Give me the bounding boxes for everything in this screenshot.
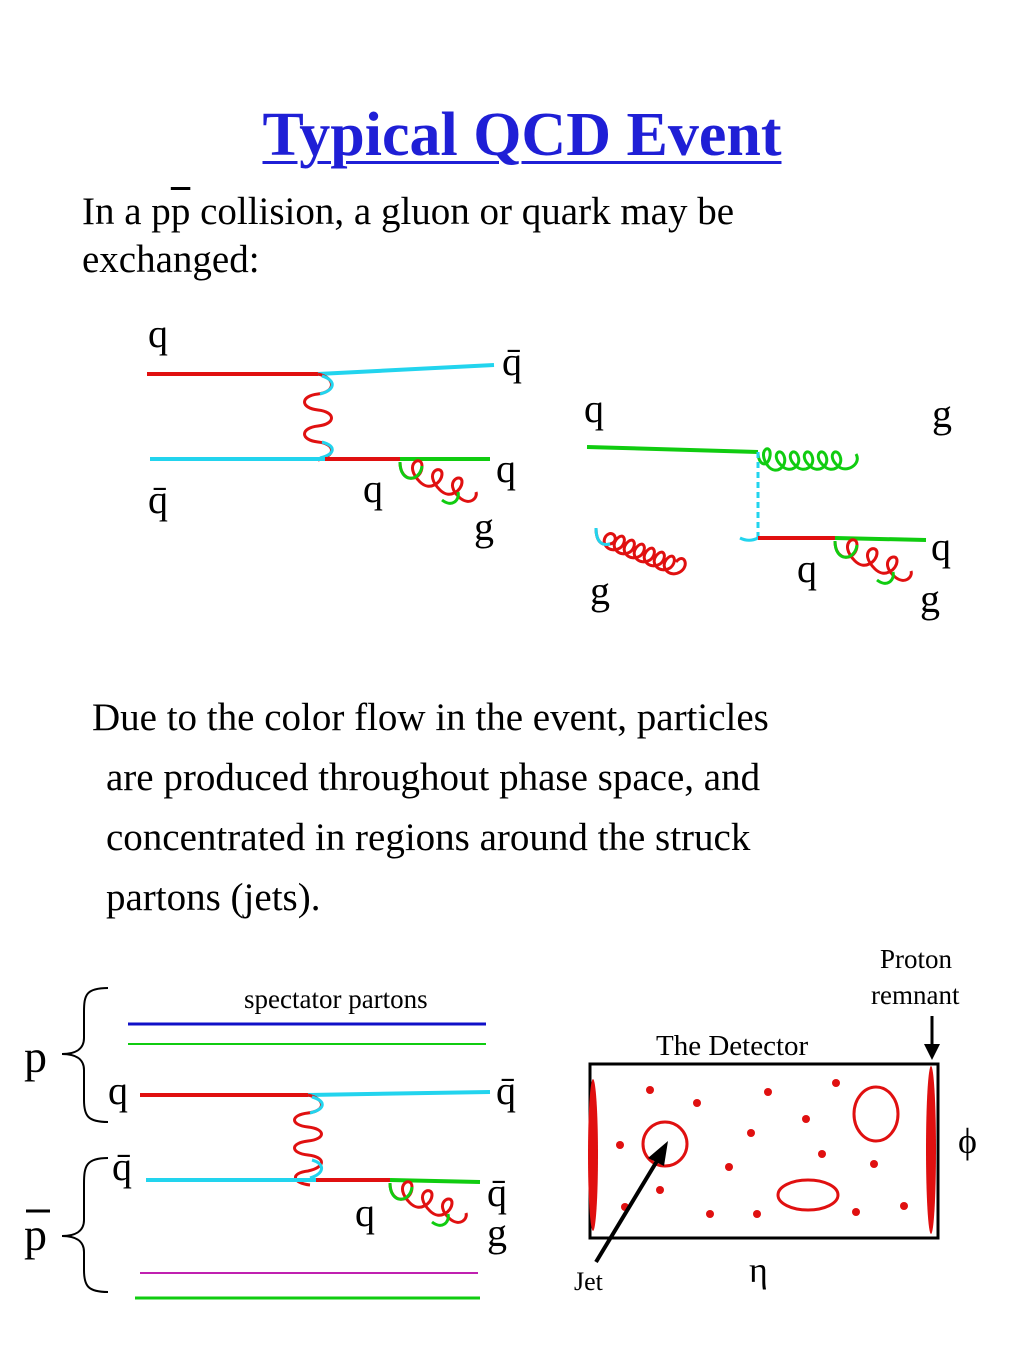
intro-pbar: $\overline{p}$ xyxy=(170,190,191,233)
particle-dot xyxy=(764,1088,772,1096)
paragraph-line-3: concentrated in regions around the struck xyxy=(106,816,751,859)
jet-label: Jet xyxy=(574,1267,603,1296)
eta-label: η xyxy=(749,1250,768,1290)
remnant-arrow-head xyxy=(924,1044,940,1060)
c-label-qbar-out: q̄ xyxy=(496,1068,516,1113)
c-label-q-mid: q xyxy=(355,1190,375,1235)
particle-dot xyxy=(753,1210,761,1218)
particle-dot xyxy=(656,1186,664,1194)
remnant-right-bar xyxy=(926,1066,936,1234)
jet-ellipse-upper-right xyxy=(854,1087,898,1141)
jet-ellipse-bottom xyxy=(778,1180,838,1210)
c-label-g-out: g xyxy=(487,1210,507,1255)
c-label-qbar-out2: q̄ xyxy=(487,1170,507,1215)
intro-before: In a p xyxy=(82,190,171,233)
remnant-label-1: Proton xyxy=(880,944,953,974)
d1-label-q-in: q xyxy=(148,311,168,356)
particle-dot xyxy=(900,1202,908,1210)
label-p: p xyxy=(24,1031,47,1082)
remnant-left-bar xyxy=(588,1079,598,1231)
d2-label-q-mid: q xyxy=(797,546,817,591)
phi-label: ϕ xyxy=(958,1121,977,1161)
intro-line2: exchanged: xyxy=(82,238,260,281)
label-pbar: p xyxy=(24,1209,47,1260)
paragraph-line-1: Due to the color flow in the event, particles xyxy=(92,696,769,739)
particle-dot xyxy=(802,1115,810,1123)
d2-label-g-in: g xyxy=(590,568,610,613)
particle-dot xyxy=(852,1208,860,1216)
d1-label-q-out: q xyxy=(496,446,516,491)
spectator-label: spectator partons xyxy=(244,984,428,1014)
particle-dot xyxy=(725,1163,733,1171)
d2-label-q-out: q xyxy=(931,524,951,569)
c-label-qbar-in: q̄ xyxy=(112,1144,132,1189)
d1-label-qbar-out: q̄ xyxy=(502,339,522,384)
remnant-label-2: remnant xyxy=(871,980,960,1010)
detector-title: The Detector xyxy=(656,1030,809,1062)
particle-dot xyxy=(706,1210,714,1218)
intro-after: collision, a gluon or quark may be xyxy=(190,190,735,233)
particle-dot xyxy=(818,1150,826,1158)
particle-dot xyxy=(616,1141,624,1149)
paragraph-line-2: are produced throughout phase space, and xyxy=(106,756,761,799)
particle-dot xyxy=(870,1160,878,1168)
particle-dot xyxy=(832,1079,840,1087)
particle-dot xyxy=(747,1129,755,1137)
particle-dot xyxy=(693,1099,701,1107)
paragraph-line-4: partons (jets). xyxy=(106,876,321,919)
jet-arrow-shaft xyxy=(596,1156,660,1262)
d2-label-g-out: g xyxy=(920,576,940,621)
page-title: Typical QCD Event xyxy=(262,101,782,169)
particle-dot xyxy=(646,1086,654,1094)
c-label-q-in: q xyxy=(108,1068,128,1113)
d2-label-g-out-top: g xyxy=(932,391,952,436)
d1-label-g-out: g xyxy=(474,504,494,549)
d1-label-qbar-in: q̄ xyxy=(148,477,168,522)
d2-label-q-in: q xyxy=(584,386,604,431)
d1-label-q-mid: q xyxy=(363,466,383,511)
